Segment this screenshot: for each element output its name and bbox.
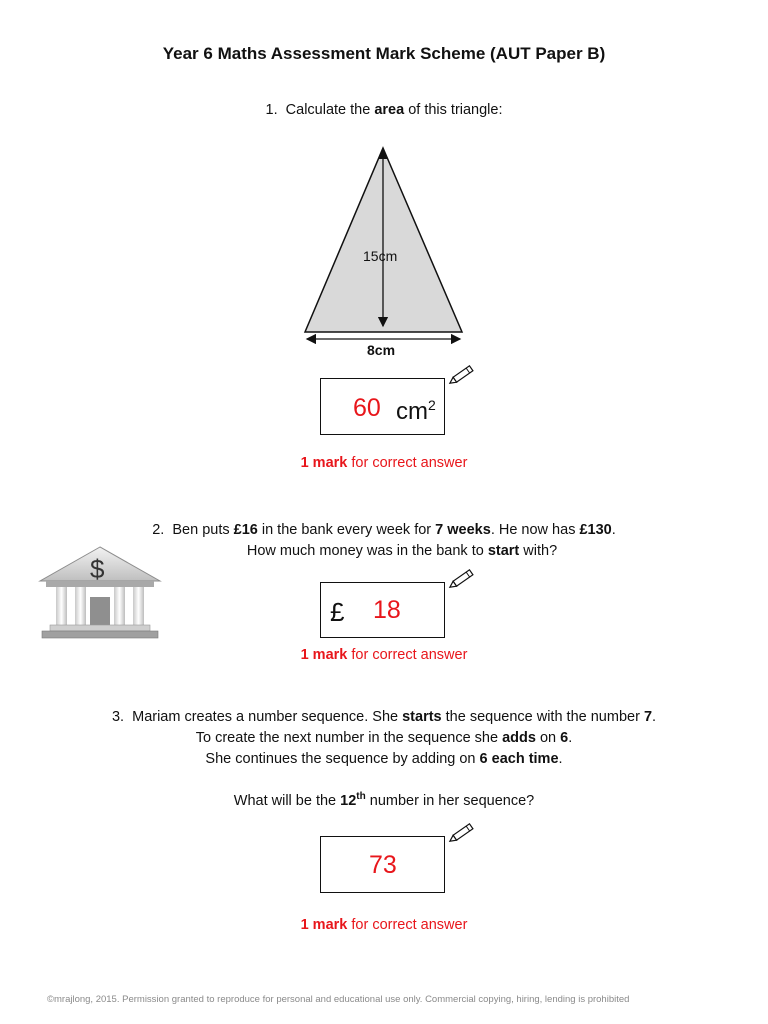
base-label: 8cm bbox=[367, 342, 396, 358]
mark-bold: 1 mark bbox=[300, 455, 348, 471]
question-3-line-3 bbox=[0, 751, 768, 767]
question-1-text bbox=[0, 102, 768, 118]
text-part: of this triangle: bbox=[404, 102, 503, 118]
text-part: What will be the bbox=[233, 792, 341, 809]
text-part: Ben puts bbox=[172, 522, 234, 538]
text-part: . bbox=[558, 751, 563, 767]
text-bold: start bbox=[487, 543, 520, 559]
text-part: Calculate the bbox=[285, 102, 375, 118]
page-title: Year 6 Maths Assessment Mark Scheme (AUT Paper B) bbox=[162, 44, 606, 63]
triangle-diagram bbox=[290, 140, 480, 365]
question-3-line-1 bbox=[0, 709, 768, 725]
question-2-line-1 bbox=[0, 522, 768, 538]
text-bold: 6 bbox=[560, 730, 569, 746]
bank-symbol: $ bbox=[90, 554, 105, 584]
text-part: on bbox=[535, 730, 561, 746]
answer-box-3[interactable] bbox=[320, 836, 445, 893]
text-bold: 7 bbox=[643, 709, 653, 725]
text-part: the sequence with the number bbox=[441, 709, 644, 725]
mark-rest: for correct answer bbox=[347, 647, 468, 663]
text-part: in the bank every week for bbox=[257, 522, 436, 538]
text-part: . bbox=[611, 522, 616, 538]
unit-text: cm bbox=[396, 398, 428, 425]
question-number: 1. bbox=[265, 102, 278, 118]
answer-value: 60 bbox=[353, 394, 381, 422]
text-part: To create the next number in the sequence she bbox=[195, 730, 503, 746]
answer-value: 73 bbox=[369, 851, 397, 879]
copyright-footer: ©mrajlong, 2015. Permission granted to reproduce for personal and educational use only. Commercial copying, hiring, lending is prohibited bbox=[47, 994, 630, 1005]
unit-superscript: 2 bbox=[428, 397, 436, 413]
pencil-icon bbox=[447, 566, 479, 590]
text-part: with? bbox=[519, 543, 558, 559]
answer-box-1[interactable] bbox=[320, 378, 445, 435]
text-bold: starts bbox=[402, 709, 442, 725]
text-bold: 6 each time bbox=[479, 751, 559, 767]
answer-box-2[interactable] bbox=[320, 582, 445, 638]
answer-unit bbox=[396, 397, 436, 426]
answer-value: 18 bbox=[373, 596, 401, 624]
mark-bold: 1 mark bbox=[300, 917, 348, 933]
mark-note-3 bbox=[0, 917, 768, 933]
text-bold: adds bbox=[502, 730, 536, 746]
text-part: She continues the sequence by adding on bbox=[205, 751, 480, 767]
mark-rest: for correct answer bbox=[347, 455, 468, 471]
text-bold: area bbox=[374, 102, 405, 118]
mark-note-1 bbox=[0, 455, 768, 471]
text-part: Mariam creates a number sequence. She bbox=[132, 709, 403, 725]
text-part: . He now has bbox=[490, 522, 580, 538]
pencil-icon bbox=[447, 362, 479, 386]
height-label: 15cm bbox=[363, 248, 398, 264]
text-bold: 7 weeks bbox=[435, 522, 491, 538]
bank-icon bbox=[38, 545, 162, 641]
mark-rest: for correct answer bbox=[347, 917, 468, 933]
question-number: 3. bbox=[111, 709, 125, 725]
text-part: . bbox=[568, 730, 573, 746]
question-number: 2. bbox=[152, 522, 165, 538]
question-3-line-4 bbox=[0, 791, 768, 809]
text-bold: £130 bbox=[579, 522, 612, 538]
mark-bold: 1 mark bbox=[300, 647, 348, 663]
text-part: How much money was in the bank to bbox=[246, 543, 488, 559]
pencil-icon bbox=[447, 820, 479, 844]
ordinal-superscript: th bbox=[356, 791, 366, 802]
currency-symbol: £ bbox=[330, 597, 345, 627]
text-part: . bbox=[652, 709, 657, 725]
text-bold: £16 bbox=[233, 522, 258, 538]
question-3-line-2 bbox=[0, 730, 768, 746]
text-bold: 12 bbox=[340, 792, 357, 809]
mark-note-2 bbox=[0, 647, 768, 663]
text-part: number in her sequence? bbox=[365, 792, 535, 809]
